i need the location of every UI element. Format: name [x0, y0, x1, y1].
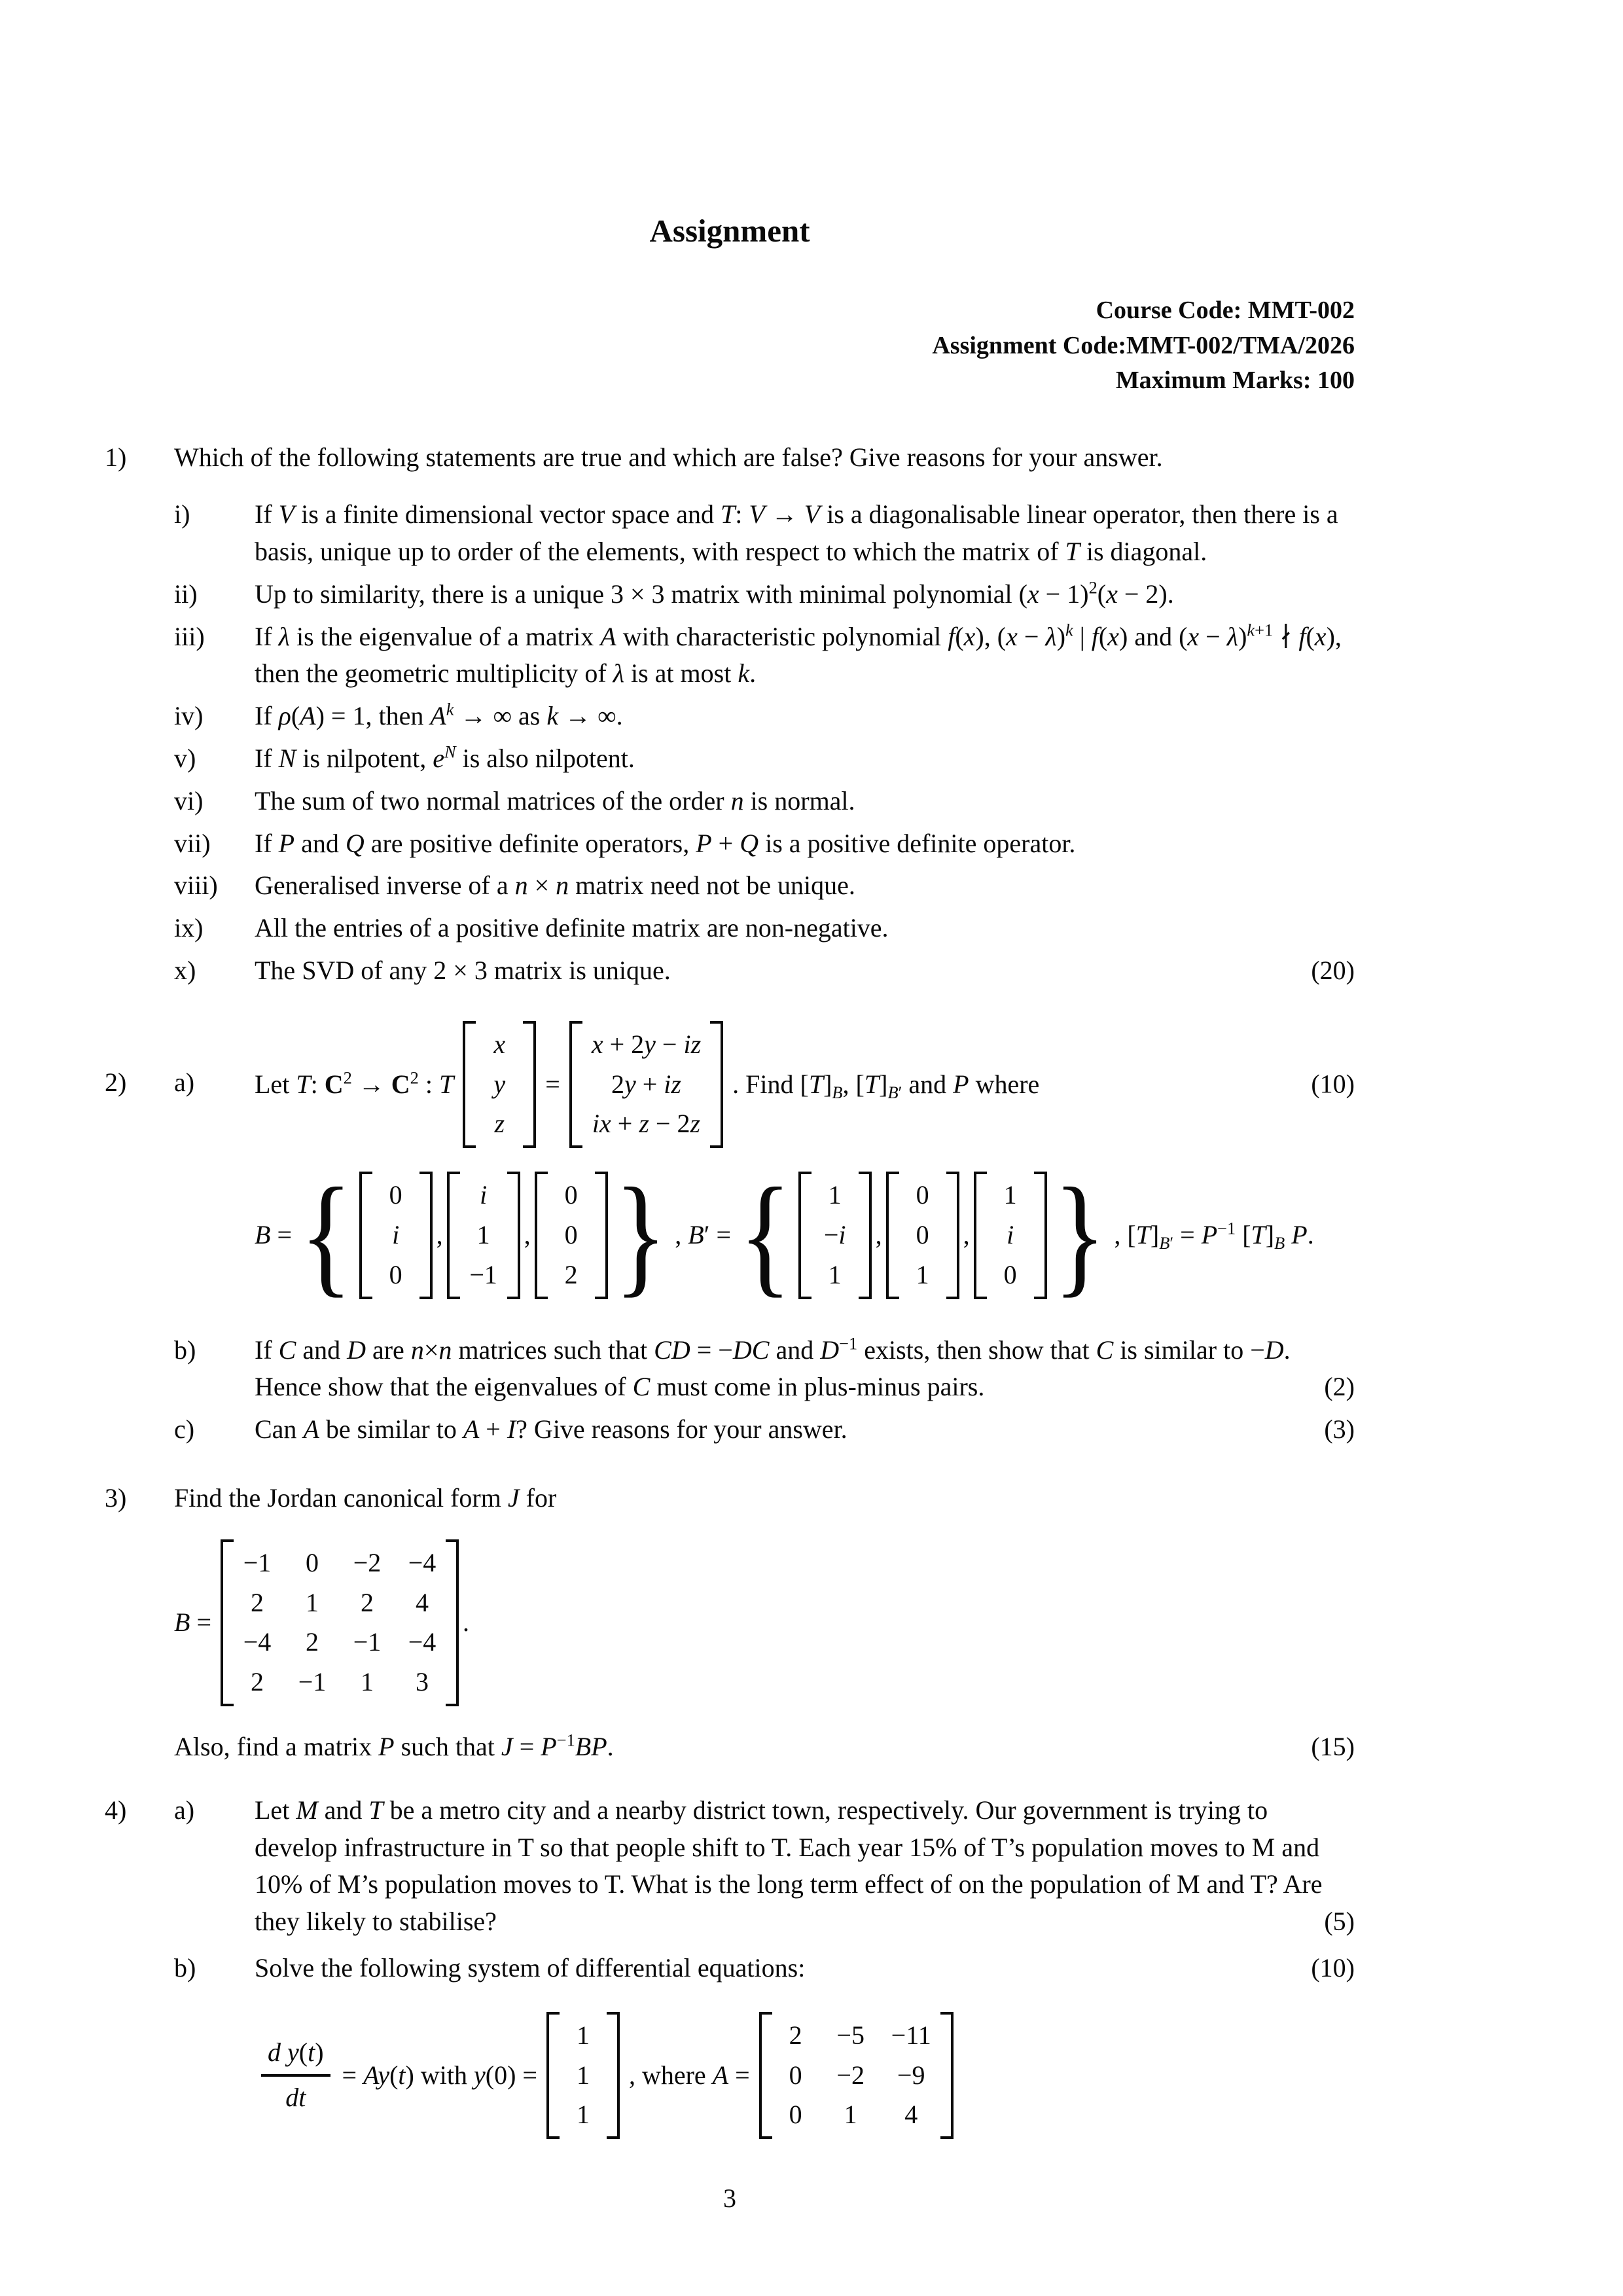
question-2-body	[174, 1021, 1355, 1454]
q1-item-viii	[174, 867, 1355, 905]
header-block	[105, 293, 1355, 399]
fraction-numerator: d y(t)	[261, 2034, 330, 2077]
q3-outro-text: Also, find a matrix P such that $J = P^{-1}BP$.	[174, 1730, 614, 1761]
q1-item-vi-text: The sum of two normal matrices of the order n is normal.	[255, 785, 855, 816]
matrix-cell: 2	[361, 1587, 374, 1617]
matrix-cell: 1	[828, 1259, 842, 1289]
q2b-text: If C and D are n×n matrices such that CD = −DC and $D^{-1}$ exists, then show that C is similar to −D. Hence show that the eigenvalues of C must come in plus-minus pairs.	[255, 1333, 1291, 1402]
page-title: Assignment	[649, 213, 810, 249]
matrix-cell: −2	[836, 2060, 865, 2090]
q1-item-ix-text: All the entries of a positive definite matrix are non-negative.	[255, 913, 889, 943]
matrix-cell: 2	[306, 1627, 319, 1657]
matrix-Bprime-vec1	[798, 1172, 872, 1299]
question-1-body	[174, 439, 1355, 994]
q1-item-vi-label: vi)	[174, 785, 204, 816]
right-bracket	[946, 1172, 959, 1299]
matrix-A3x3	[759, 2012, 954, 2139]
q1-item-vii-label: vii)	[174, 828, 211, 858]
left-bracket	[569, 1021, 582, 1148]
q1-item-viii-text: Generalised inverse of a n × n matrix need not be unique.	[255, 870, 855, 901]
q2c-label: c)	[174, 1414, 195, 1444]
matrix-cell: i	[1007, 1219, 1014, 1249]
q4-part-a	[174, 1792, 1355, 1941]
right-bracket	[1034, 1172, 1047, 1299]
q2-part-a	[174, 1021, 1355, 1327]
matrix-cell: 1	[576, 2100, 590, 2130]
matrix-y0-vector	[546, 2012, 620, 2139]
q4b-where-lead: , where A =	[628, 2060, 750, 2090]
matrix-cell: i	[480, 1180, 488, 1210]
q4b-eq-mid: = Ay(t) with y(0) =	[342, 2060, 537, 2090]
matrix-cell: i	[392, 1219, 400, 1249]
course-code: Course Code: MMT-002	[1096, 296, 1355, 324]
q4-part-b	[174, 1950, 1355, 2139]
matrix-B-vec2	[447, 1172, 520, 1299]
q1-item-i	[174, 496, 1355, 571]
matrix-cell: 0	[564, 1180, 578, 1210]
close-brace: }	[1053, 1160, 1107, 1309]
q1-item-x-text: The SVD of any 2 × 3 matrix is unique.	[255, 956, 671, 985]
matrix-cell: −1	[353, 1627, 382, 1657]
period: .	[463, 1607, 469, 1637]
matrix-cell: 2	[789, 2020, 802, 2050]
q2c-marks: (3)	[1324, 1414, 1355, 1444]
left-bracket	[546, 2012, 560, 2139]
left-bracket	[886, 1172, 899, 1299]
matrix-cell: x	[493, 1029, 506, 1059]
open-brace: {	[739, 1160, 792, 1309]
right-bracket	[507, 1172, 520, 1299]
matrix-cell: 1	[828, 1180, 842, 1210]
q2c-text: Can A be similar to A + I? Give reasons for your answer.	[255, 1414, 847, 1444]
q2b-marks: (2)	[1324, 1372, 1355, 1402]
q1-item-ii	[174, 576, 1355, 613]
q2a-basis-row	[255, 1160, 1355, 1309]
question-4-body	[174, 1792, 1355, 2144]
page-number: 3	[723, 2183, 736, 2214]
matrix-cell: 2	[564, 1259, 578, 1289]
matrix-cell: 0	[389, 1180, 402, 1210]
right-bracket	[859, 1172, 872, 1299]
question-2	[105, 1021, 1355, 1454]
q4a-text: Let M and T be a metro city and a nearby district town, respectively. Our government is trying to develop infrastructure in T so that people shift to T. Each year 15% of T’s population moves to M and 10% of M’s population moves to T. What is the long term effect of on the population of M and T? Are they likely to stabilise?	[255, 1795, 1323, 1937]
q1-item-ii-text: Up to similarity, there is a unique 3 × 3 matrix with minimal polynomial $(x - 1)^2(x - 2)$.	[255, 577, 1174, 609]
matrix-cell: 1	[361, 1667, 374, 1697]
matrix-image-vector	[569, 1021, 723, 1148]
question-1-number: 1)	[105, 442, 127, 473]
q3-matrix-lead: B =	[174, 1607, 211, 1637]
matrix-cell: 0	[306, 1547, 319, 1577]
maximum-marks: Maximum Marks: 100	[1115, 367, 1355, 395]
matrix-cell: 1	[476, 1219, 490, 1249]
q4b-label: b)	[174, 1952, 196, 1982]
matrix-cell: 2	[251, 1667, 264, 1697]
q1-item-x-label: x)	[174, 956, 196, 985]
matrix-cell: 2	[251, 1587, 264, 1617]
comma: ,	[524, 1219, 531, 1249]
left-bracket	[447, 1172, 460, 1299]
q2a-label: a)	[174, 1067, 195, 1097]
question-3-number: 3)	[105, 1482, 127, 1513]
matrix-cell: 0	[789, 2100, 802, 2130]
left-bracket	[359, 1172, 372, 1299]
q1-item-iv-label: iv)	[174, 701, 204, 731]
matrix-cell: 0	[1003, 1259, 1017, 1289]
right-bracket	[523, 1021, 536, 1148]
q1-item-v	[174, 740, 1355, 778]
matrix-B-vec1	[359, 1172, 433, 1299]
right-bracket	[710, 1021, 723, 1148]
matrix-B-vec3	[535, 1172, 608, 1299]
q1-item-iii	[174, 619, 1355, 693]
right-bracket	[940, 2012, 954, 2139]
q3-outro-row	[174, 1729, 1355, 1766]
matrix-Bprime-vec2	[886, 1172, 959, 1299]
matrix-arg-vector	[463, 1021, 536, 1148]
right-bracket	[595, 1172, 608, 1299]
left-bracket	[535, 1172, 548, 1299]
q1-item-v-text: If N is nilpotent, $e^N$ is also nilpotent.	[255, 742, 635, 774]
matrix-cell: −11	[891, 2020, 931, 2050]
q1-item-v-label: v)	[174, 744, 196, 774]
matrix-cell: 0	[564, 1219, 578, 1249]
matrix-cell: −i	[823, 1219, 846, 1249]
q1-item-vi	[174, 783, 1355, 820]
matrix-cell: 1	[306, 1587, 319, 1617]
question-3-intro: Find the Jordan canonical form J for	[174, 1482, 557, 1513]
q3-marks: (15)	[1311, 1731, 1355, 1761]
matrix-cell: 4	[416, 1587, 429, 1617]
right-bracket	[607, 2012, 620, 2139]
q1-item-viii-label: viii)	[174, 870, 218, 901]
q1-item-x	[174, 952, 1355, 990]
left-bracket	[463, 1021, 476, 1148]
basis-Bprime-lead: , B′ =	[675, 1219, 732, 1249]
matrix-cell: 0	[916, 1219, 929, 1249]
q1-item-vii	[174, 825, 1355, 863]
matrix-cell: −5	[836, 2020, 865, 2050]
q2a-tail: . Find $[T]_B$, $[T]_{B'}$ and P where	[732, 1069, 1040, 1102]
question-3	[105, 1480, 1355, 1766]
matrix-cell: 0	[916, 1180, 929, 1210]
q2a-marks: (10)	[1311, 1069, 1355, 1099]
q1-item-vii-text: If P and Q are positive definite operators, P + Q is a positive definite operator.	[255, 828, 1076, 858]
question-2-number: 2)	[105, 1067, 127, 1097]
q2-part-c	[174, 1411, 1355, 1448]
comma: ,	[963, 1219, 970, 1249]
left-bracket	[974, 1172, 987, 1299]
matrix-cell: x + 2y − iz	[591, 1029, 702, 1059]
q2-part-b	[174, 1332, 1355, 1407]
matrix-cell: 1	[844, 2100, 857, 2130]
matrix-cell: 1	[576, 2020, 590, 2050]
q1-marks: (20)	[1311, 956, 1355, 985]
close-brace: }	[614, 1160, 668, 1309]
q1-item-iii-text: If λ is the eigenvalue of a matrix A with characteristic polynomial f(x), $(x - \lambda)^k$ | f(x) and $(x - \lambda)^{k+1}$ ∤ f(x), then the geometric multiplicity of λ is at most k.	[255, 620, 1342, 689]
left-bracket	[759, 2012, 772, 2139]
q1-item-iv-text: If ρ(A) = 1, then $A^k$ → ∞ as k → ∞.	[255, 699, 623, 731]
matrix-cell: −4	[408, 1627, 437, 1657]
question-1-intro: Which of the following statements are true and which are false? Give reasons for your answer.	[174, 442, 1163, 473]
q1-item-iv	[174, 698, 1355, 735]
comma: ,	[875, 1219, 882, 1249]
matrix-cell: 0	[389, 1259, 402, 1289]
matrix-cell: −2	[353, 1547, 382, 1577]
matrix-cell: 3	[416, 1667, 429, 1697]
matrix-Bprime-vec3	[974, 1172, 1047, 1299]
fraction-denominator: dt	[285, 2082, 306, 2112]
comma: ,	[436, 1219, 443, 1249]
q2a-equation-row	[255, 1021, 1355, 1148]
matrix-cell: y	[493, 1069, 506, 1099]
right-bracket	[419, 1172, 433, 1299]
matrix-cell: 0	[789, 2060, 802, 2090]
q4a-label: a)	[174, 1795, 195, 1825]
matrix-cell: 1	[576, 2060, 590, 2090]
matrix-cell: −9	[897, 2060, 925, 2090]
q3-matrix-row	[174, 1539, 1355, 1706]
matrix-cell: ix + z − 2z	[592, 1109, 701, 1139]
matrix-cell: −1	[469, 1259, 497, 1289]
q1-item-i-text: If V is a finite dimensional vector space and T: V → V is a diagonalisable linear operator, then there is a basis, unique up to order of the elements, with respect to which the matrix of T is diagonal.	[255, 499, 1338, 567]
matrix-cell: −4	[408, 1547, 437, 1577]
question-1	[105, 439, 1355, 994]
q4b-marks: (10)	[1311, 1952, 1355, 1982]
q1-item-ix	[174, 910, 1355, 947]
equals-sign: =	[545, 1069, 560, 1099]
matrix-B4x4	[221, 1539, 459, 1706]
assignment-code: Assignment Code:MMT-002/TMA/2026	[932, 331, 1355, 359]
matrix-cell: −1	[243, 1547, 272, 1577]
matrix-cell: −4	[243, 1627, 272, 1657]
basis-tail: , $[T]_{B'} = P^{-1}$ $[T]_B$ P.	[1114, 1218, 1314, 1253]
q4b-content	[255, 1950, 1355, 2139]
q4a-marks: (5)	[1324, 1907, 1355, 1937]
matrix-cell: −1	[298, 1667, 327, 1697]
matrix-cell: 4	[904, 2100, 918, 2130]
left-bracket	[798, 1172, 812, 1299]
q4b-solve-line	[255, 1950, 1355, 1987]
matrix-cell: z	[494, 1109, 505, 1139]
q2a-lead: Let T: $C^2 \to C^2$ : T	[255, 1067, 454, 1099]
basis-B-lead: B =	[255, 1219, 292, 1249]
q2a-content	[255, 1021, 1355, 1327]
q4b-text: Solve the following system of differential equations:	[255, 1952, 806, 1982]
question-4	[105, 1792, 1355, 2144]
right-bracket	[446, 1539, 459, 1706]
derivative-fraction	[261, 2034, 330, 2117]
matrix-cell: 1	[916, 1259, 929, 1289]
matrix-cell: 1	[1003, 1180, 1017, 1210]
matrix-cell: 2y + iz	[611, 1069, 681, 1099]
open-brace: {	[300, 1160, 353, 1309]
left-bracket	[221, 1539, 234, 1706]
q4b-equation-row	[255, 2012, 1355, 2139]
q1-item-iii-label: iii)	[174, 621, 205, 651]
question-4-number: 4)	[105, 1795, 127, 1825]
q1-item-i-label: i)	[174, 499, 190, 529]
q1-item-ix-label: ix)	[174, 913, 204, 943]
q1-item-ii-label: ii)	[174, 579, 198, 609]
question-3-body	[174, 1480, 1355, 1766]
q2b-label: b)	[174, 1335, 196, 1365]
